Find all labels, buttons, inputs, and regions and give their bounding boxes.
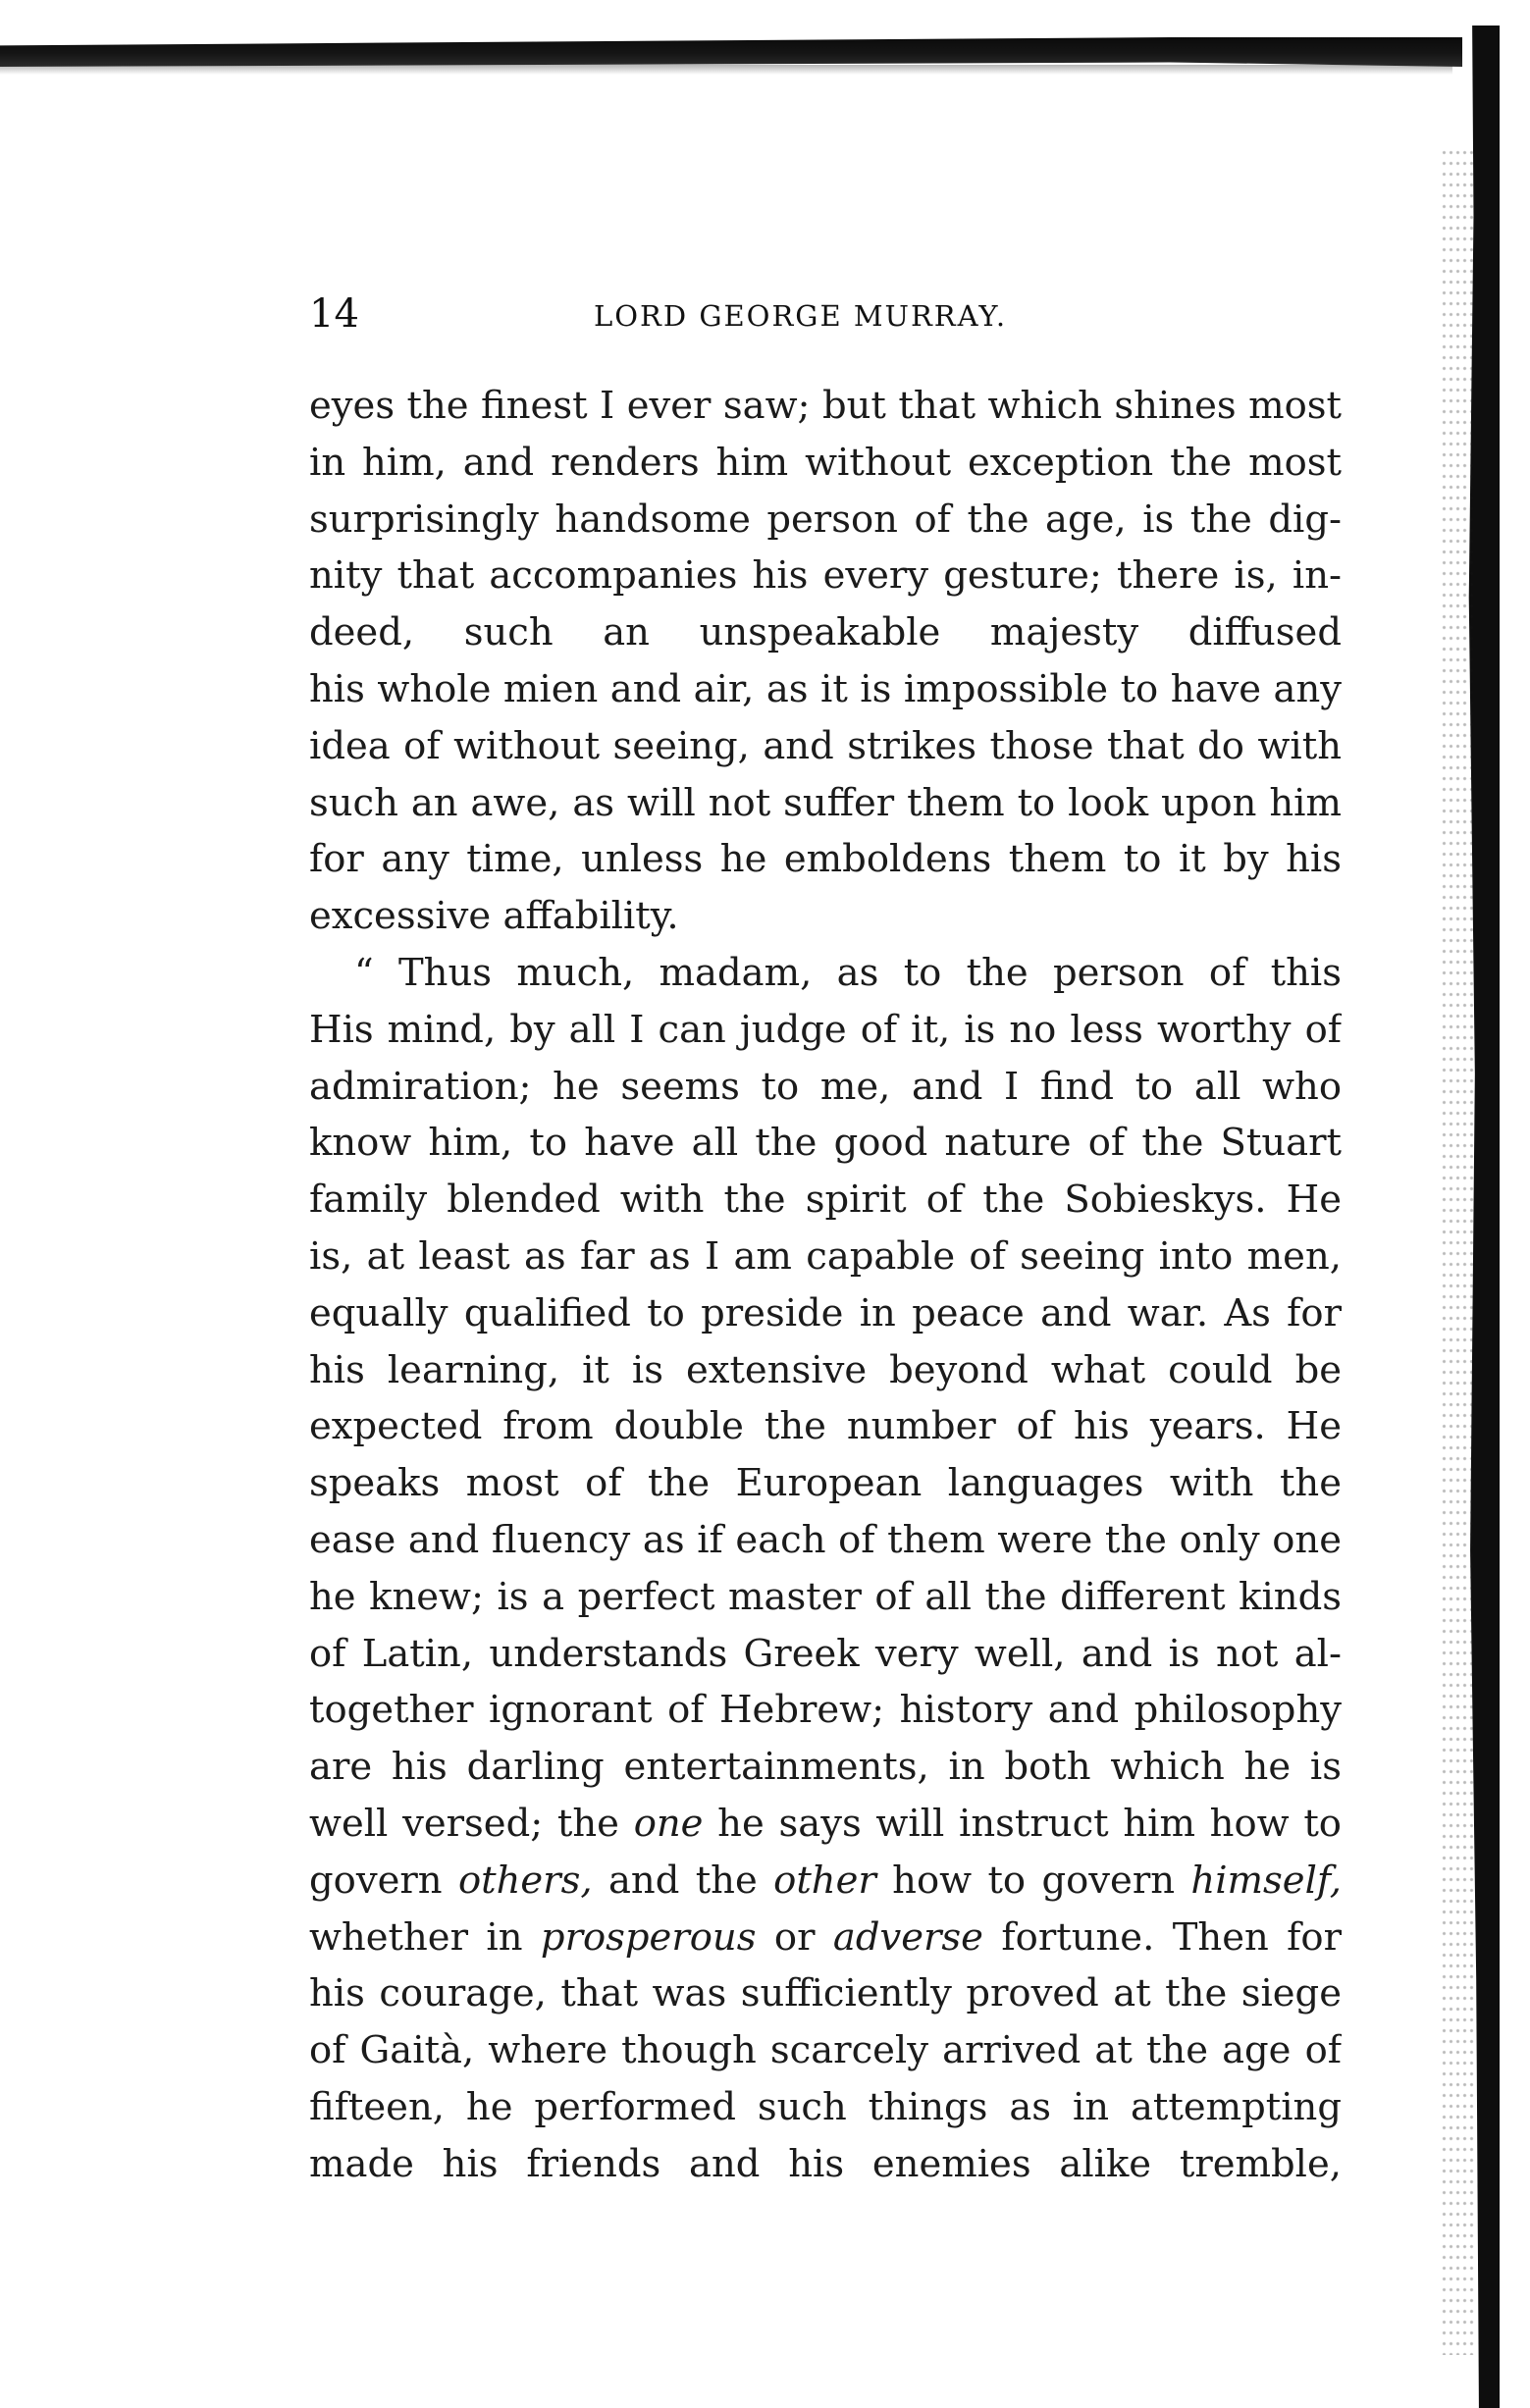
text-line: made his friends and his enemies alike tremble, xyxy=(309,2141,1342,2186)
scan-top-edge-shadow xyxy=(0,65,1452,75)
text-line: His mind, by all I can judge of it, is no less worthy of xyxy=(309,1007,1342,1052)
italic-word: other xyxy=(773,1858,876,1903)
text-line: in him, and renders him without exception the most xyxy=(309,440,1342,485)
text-segment: whether in xyxy=(309,1914,541,1960)
text-line: such an awe, as will not suffer them to look upon him xyxy=(309,780,1342,825)
text-line: equally qualified to preside in peace and war. As for xyxy=(309,1290,1342,1335)
text-segment: and the xyxy=(592,1858,774,1903)
text-line: surprisingly handsome person of the age, is the dig- xyxy=(309,497,1342,542)
text-line: speaks most of the European languages with the xyxy=(309,1461,1342,1506)
italic-word: adverse xyxy=(832,1914,983,1960)
text-line: deed, such an unspeakable majesty diffused xyxy=(309,610,1342,655)
italic-word: one xyxy=(633,1801,704,1846)
running-head: LORD GEORGE MURRAY. xyxy=(594,299,1008,333)
text-segment: govern xyxy=(309,1858,458,1903)
text-line: ease and fluency as if each of them were the only one xyxy=(309,1517,1342,1562)
text-line: know him, to have all the good nature of the Stuart xyxy=(309,1121,1342,1166)
text-segment: well versed; the xyxy=(309,1801,634,1846)
text-line-with-italics xyxy=(309,1853,1342,1910)
text-line: his learning, it is extensive beyond what could be xyxy=(309,1347,1342,1392)
text-segment: fortune. Then for xyxy=(982,1914,1342,1960)
italic-word: prosperous xyxy=(540,1914,757,1960)
text-line-with-italics xyxy=(309,1796,1342,1853)
text-line-with-italics xyxy=(309,1910,1342,1966)
italic-word: others, xyxy=(457,1858,593,1903)
page-header xyxy=(309,287,1340,341)
text-line: of Gaità, where though scarcely arrived at the age of xyxy=(309,2028,1342,2073)
scan-top-edge xyxy=(0,37,1462,67)
scan-right-edge-noise xyxy=(1441,147,1476,2355)
page-number: 14 xyxy=(309,291,359,337)
text-line: is, at least as far as I am capable of seeing into men, xyxy=(309,1233,1342,1279)
text-line: he knew; is a perfect master of all the different kinds xyxy=(309,1574,1342,1619)
text-line: idea of without seeing, and strikes those that do with xyxy=(309,723,1342,768)
text-line: expected from double the number of his years. He xyxy=(309,1404,1342,1449)
text-line: nity that accompanies his every gesture; there is, in- xyxy=(309,553,1342,599)
italic-word: himself, xyxy=(1190,1858,1342,1903)
text-segment: or xyxy=(756,1914,833,1960)
text-line: his courage, that was sufficiently proved at the siege xyxy=(309,1971,1342,2016)
text-line: for any time, unless he emboldens them to it by his xyxy=(309,837,1342,882)
paragraph-start-line: “ Thus much, madam, as to the person of this xyxy=(354,950,1342,995)
text-segment: how to govern xyxy=(875,1858,1191,1903)
text-line: fifteen, he performed such things as in attempting xyxy=(309,2084,1342,2129)
paragraph-end-line: excessive affability. xyxy=(309,894,679,939)
text-line: admiration; he seems to me, and I find to all who xyxy=(309,1064,1342,1109)
text-line: are his darling entertainments, in both which he is xyxy=(309,1745,1342,1790)
text-segment: he says will instruct him how to xyxy=(703,1801,1342,1846)
body-text xyxy=(309,378,1342,2193)
text-line: family blended with the spirit of the Sobieskys. He xyxy=(309,1178,1342,1223)
text-line: his whole mien and air, as it is impossible to have any xyxy=(309,666,1342,711)
text-line: of Latin, understands Greek very well, and is not al- xyxy=(309,1631,1342,1676)
text-line: eyes the finest I ever saw; but that which shines most xyxy=(309,384,1342,428)
text-line: together ignorant of Hebrew; history and philosophy xyxy=(309,1688,1342,1733)
